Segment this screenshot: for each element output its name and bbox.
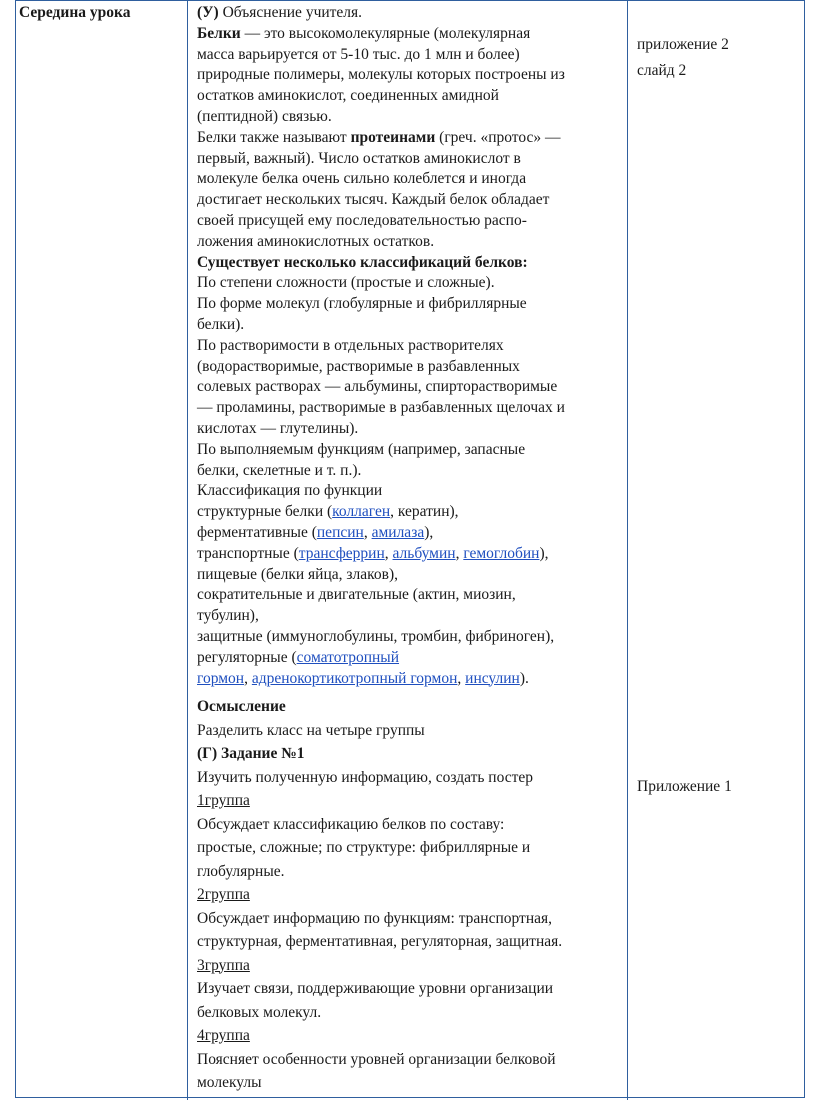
column-divider-2 [627,0,628,1100]
link-pepsin[interactable]: пепсин [316,523,364,541]
link-amylase[interactable]: амилаза [371,523,425,541]
resource-note-slide: приложение 2 слайд 2 [637,36,729,79]
link-collagen[interactable]: коллаген [332,503,391,521]
link-somatotropic-2[interactable]: гормон [197,669,245,687]
group-3-label: 3группа [197,956,250,974]
reflection-heading: Осмысление [197,698,286,715]
link-insulin[interactable]: инсулин [465,669,520,687]
group-4-label: 4группа [197,1027,250,1044]
reflection-section: Осмысление Разделить класс на четыре группы (Г) Задание №1 Изучить полученную информацию, создать постер 1группа Обсуждает классификацию белков по составу: простые, сложные; по структуре: фибриллярные и глобулярные. 2группа Обсуждает информацию по функциям: транспортная, структурная, ферментативная, регуляторная, защитная. 3группа Изучает связи, поддерживающие уровни организации белковых молекул. 4группа Поясняет особенности уровней организации белковой молекулы [197,695,625,1095]
task-heading: (Г) Задание №1 [197,745,305,762]
group-2-label: 2группа [197,886,250,903]
link-acth[interactable]: адренокортикотропный гормон [251,669,458,687]
link-transferrin[interactable]: трансферрин [298,544,385,562]
link-somatotropic-1[interactable]: соматотропный [296,648,400,666]
link-hemoglobin[interactable]: гемоглобин [463,544,540,562]
column-divider-1 [187,0,188,1100]
group-1-label: 1группа [197,792,250,809]
classification-heading: Существует несколько классификаций белков: [197,253,528,271]
teacher-explanation: (У) Объяснение учителя. Белки — это высокомолекулярные (молекулярная масса варьируется от 5-10 тыс. до 1 млн и более) природные полимеры, молекулы которых построены из остатков аминокислот, соединенных амидной (пептидной) связью. Белки также называют протеинами (греч. «протос» — первый, важный). Число остатков аминокислот в молекуле белка очень сильно колеблется и иногда достигает нескольких тысяч. Каждый белок обладает своей присущей ему последовательностью распо- ложения аминокислотных остатков. Существует несколько классификаций белков: По степени сложности (простые и сложные). По форме молекул (глобулярные и фибриллярные белки). По растворимости в отдельных растворителях (водорастворимые, растворимые в разбавленных солевых растворах — альбумины, спирторастворимые — проламины, растворимые в разбавленных щелочах и кислотах — глутелины). По выполняемым функциям (например, запасные белки, скелетные и т. п.). Классификация по функции структурные белки (коллаген, кератин), ферментативные (пепсин, амилаза), транспортные (трансферрин, альбумин, гемоглобин), пищевые (белки яйца, злаков), сократительные и двигательные (актин, миозин, тубулин), защитные (иммуноглобулины, тромбин, фибриноген), регуляторные (соматотропный гормон, адренокортикотропный гормон, инсулин). [197,3,625,689]
resource-note-appendix: Приложение 1 [637,778,732,795]
stage-header: Середина урока [19,4,131,21]
link-albumin[interactable]: альбумин [392,544,456,562]
